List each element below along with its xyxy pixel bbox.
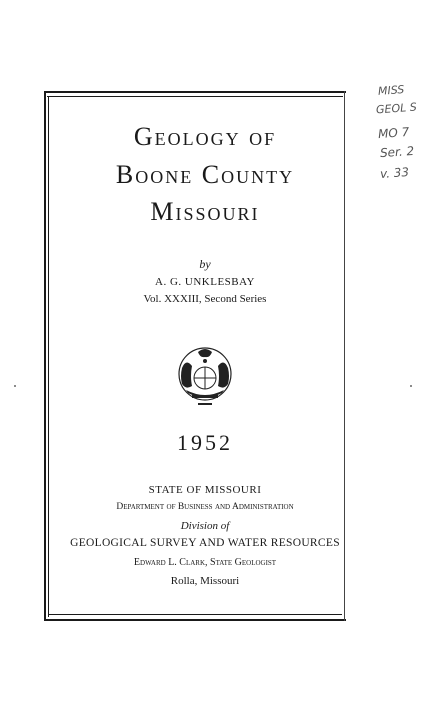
- border-top-inner: [47, 96, 343, 97]
- title-line-2: Boone County: [115, 160, 295, 189]
- border-bottom-inner: [48, 614, 342, 615]
- border-top: [44, 91, 346, 93]
- title-line-3: Missouri: [150, 197, 260, 226]
- border-bottom: [44, 619, 346, 621]
- publisher-city: Rolla, Missouri: [170, 575, 240, 587]
- handwritten-note-line-3: MO 7: [377, 124, 410, 142]
- handwritten-note-line-5: v. 33: [379, 165, 410, 181]
- publisher-division: Division of: [180, 520, 230, 532]
- border-left-inner: [48, 96, 49, 617]
- handwritten-note-line-4: Ser. 2: [379, 143, 415, 161]
- handwritten-note-line-2: GEOL S: [375, 100, 418, 117]
- state-geologist: Edward L. Clark, State Geologist: [133, 557, 277, 568]
- publisher-survey: GEOLOGICAL SURVEY AND WATER RESOURCES: [70, 537, 340, 549]
- volume-info: Vol. XXXIII, Second Series: [143, 293, 267, 305]
- publisher-department: Department of Business and Administration: [116, 502, 294, 512]
- title-line-1: Geology of: [133, 122, 277, 151]
- scan-speck: [410, 385, 412, 387]
- author-name: A. G. UNKLESBAY: [155, 276, 255, 288]
- publisher-state: STATE OF MISSOURI: [148, 484, 262, 496]
- border-left: [44, 91, 46, 621]
- handwritten-note-line-1: MISS: [377, 83, 405, 98]
- byline: by: [199, 257, 211, 271]
- scan-speck: [14, 385, 16, 387]
- missouri-state-seal-icon: [172, 340, 238, 410]
- publication-year: 1952: [177, 430, 233, 455]
